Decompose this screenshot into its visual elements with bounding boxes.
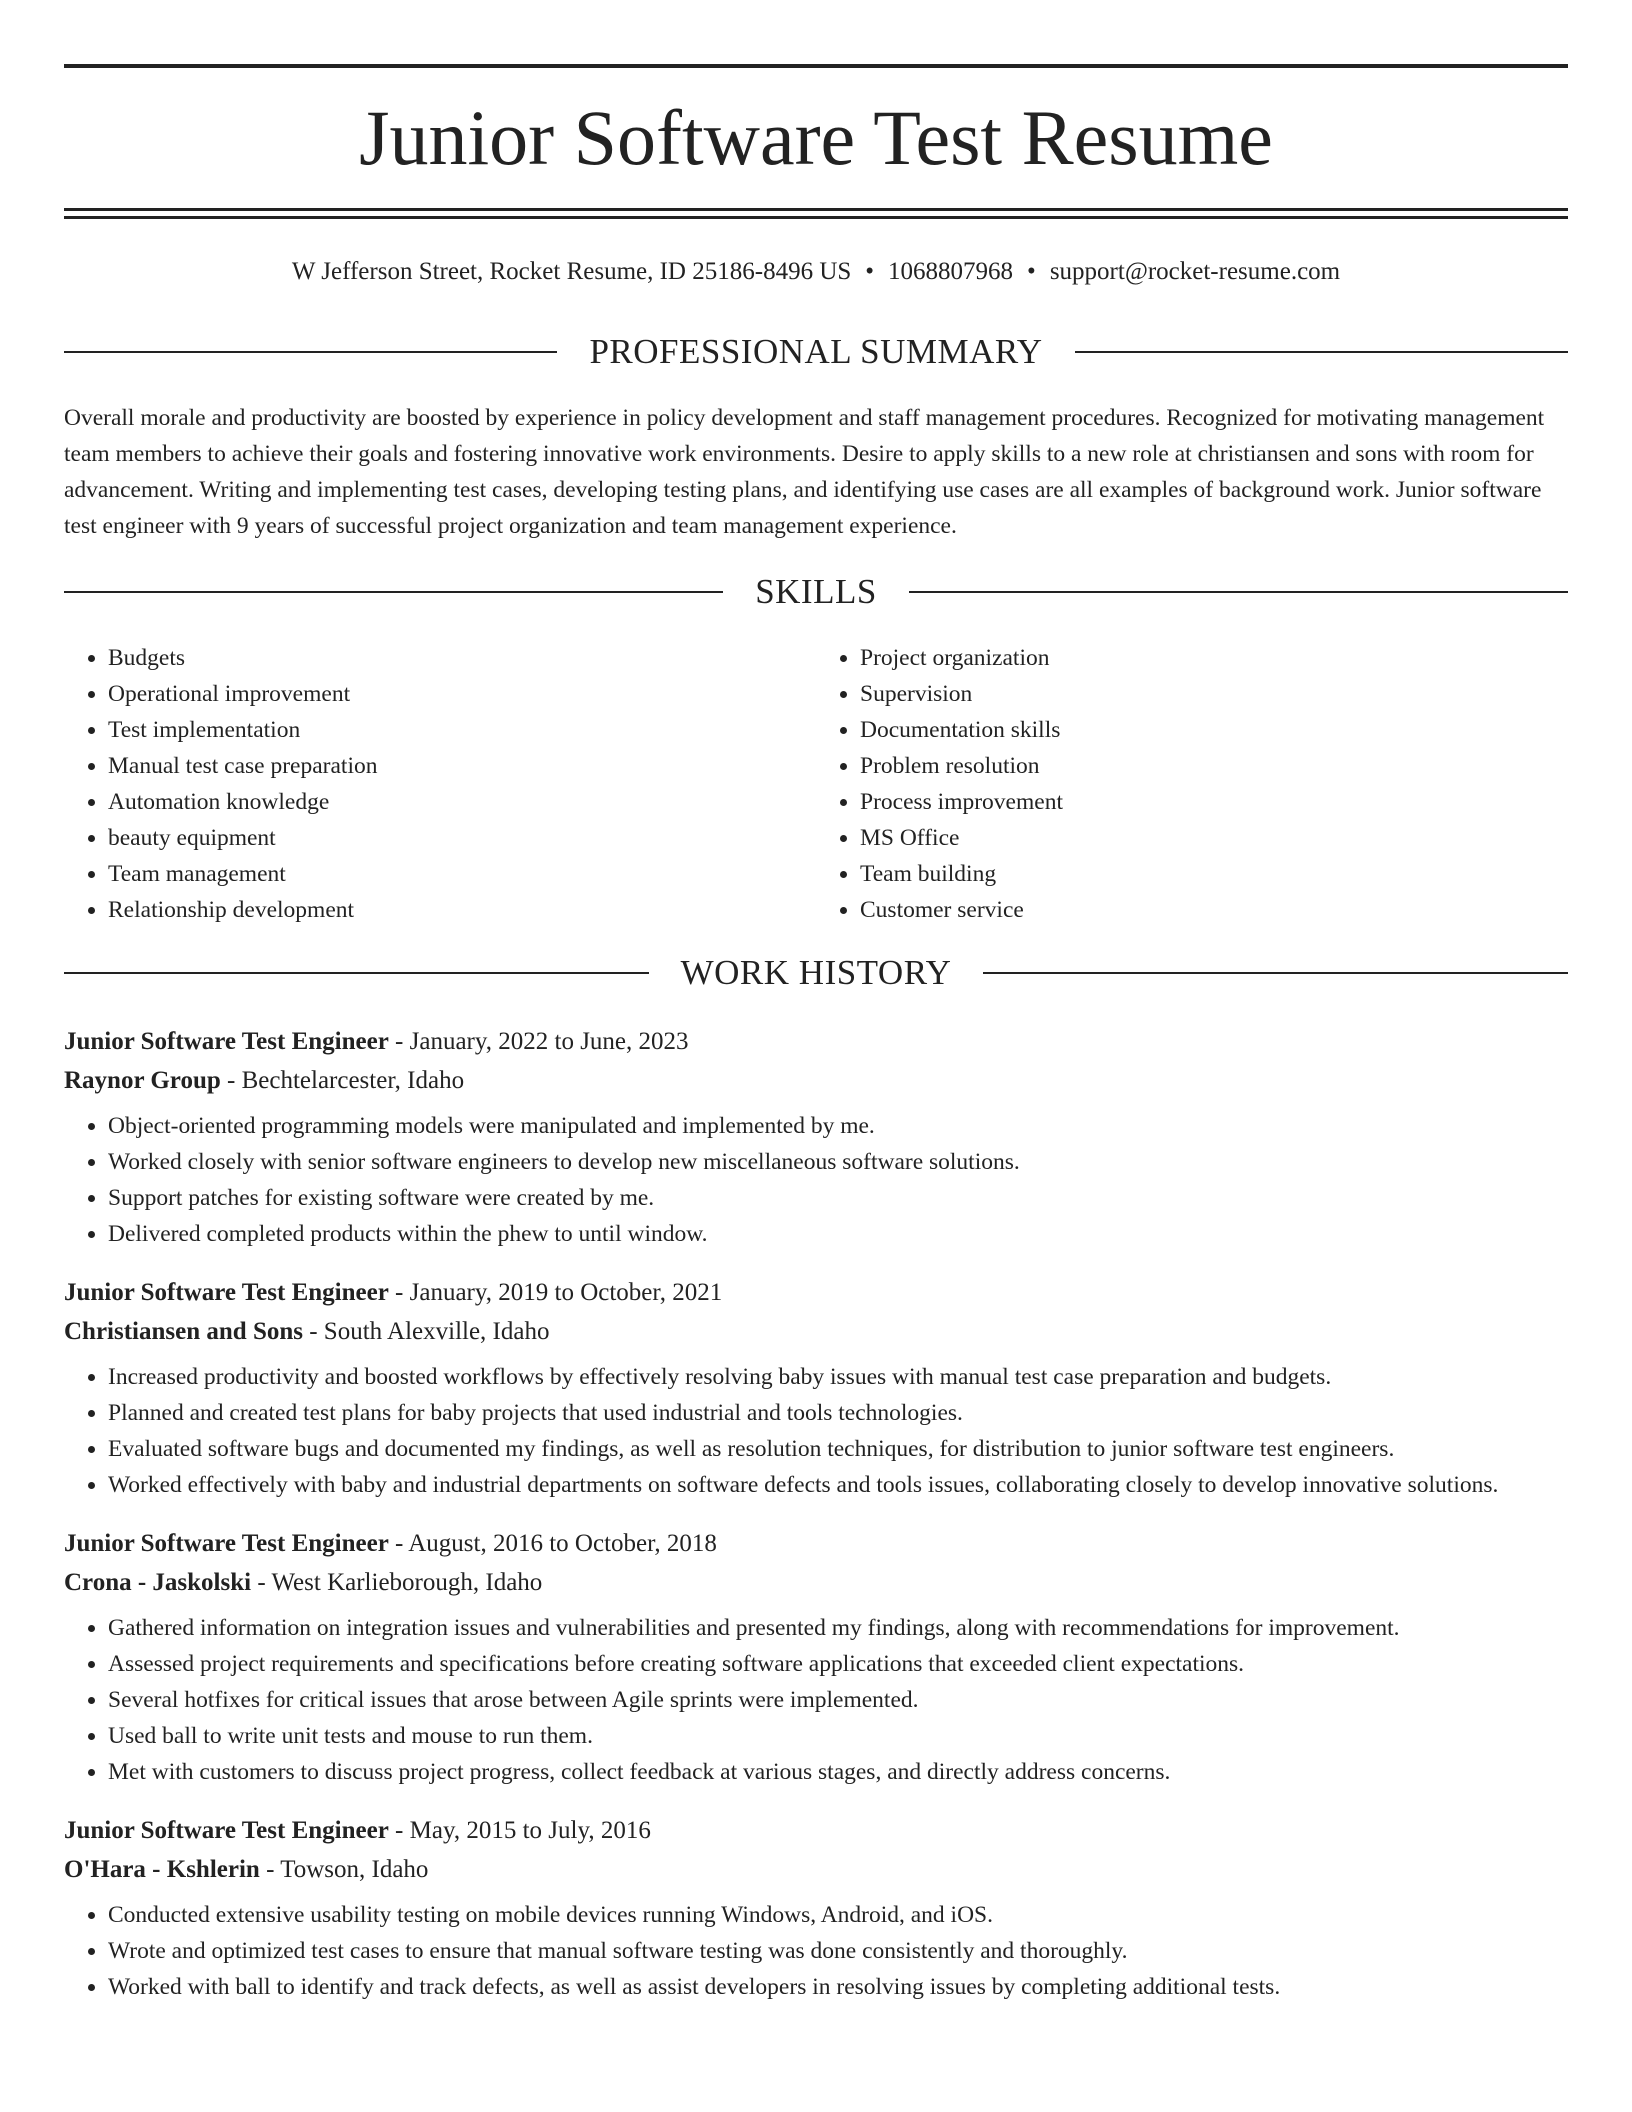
contact-separator: • xyxy=(865,258,875,285)
skill-item: • Manual test case preparation xyxy=(108,748,816,784)
job-role: Junior Software Test Engineer xyxy=(64,1530,389,1557)
job-entry xyxy=(64,1273,1568,1503)
heading-rule-right xyxy=(1075,351,1568,353)
top-divider xyxy=(64,64,1568,68)
job-location: - Bechtelarcester, Idaho xyxy=(220,1067,465,1094)
job-bullet: • Evaluated software bugs and documented my findings, as well as resolution techniques, for distribution to junior software test engineers. xyxy=(108,1431,1568,1467)
job-company: Raynor Group xyxy=(64,1067,221,1094)
summary-heading-label: PROFESSIONAL SUMMARY xyxy=(589,332,1043,371)
job-bullet: • Worked closely with senior software engineers to develop new miscellaneous software solutions. xyxy=(108,1144,1568,1180)
heading-rule-right xyxy=(909,591,1568,593)
heading-rule-right xyxy=(983,972,1568,974)
job-role: Junior Software Test Engineer xyxy=(64,1817,389,1844)
summary-text: Overall morale and productivity are boosted by experience in policy development and staff management procedures. Recognized for motivating management team members to achieve their goals and fostering innovative work environments. Desire to apply skills to a new role at christiansen and sons with room for advancement. Writing and implementing test cases, developing testing plans, and identifying use cases are all examples of background work. Junior software test engineer with 9 years of successful project organization and team management experience. xyxy=(64,405,1545,539)
skill-item: • Problem resolution xyxy=(860,748,1568,784)
skills-column-left xyxy=(64,640,816,928)
skills-list xyxy=(64,640,1568,928)
skill-item: • Customer service xyxy=(860,892,1568,928)
skill-item: • Project organization xyxy=(860,640,1568,676)
heading-rule-left xyxy=(64,351,557,353)
job-bullet: • Assessed project requirements and specifications before creating software applications that exceeded client expectations. xyxy=(108,1646,1568,1682)
job-bullet: • Support patches for existing software were created by me. xyxy=(108,1180,1568,1216)
job-entry xyxy=(64,1022,1568,1252)
contact-phone: 1068807968 xyxy=(888,258,1014,285)
job-dates: - May, 2015 to July, 2016 xyxy=(388,1817,651,1844)
skill-item: • Test implementation xyxy=(108,712,816,748)
skill-item: • Automation knowledge xyxy=(108,784,816,820)
skill-item: • MS Office xyxy=(860,820,1568,856)
job-bullet: • Planned and created test plans for baby projects that used industrial and tools technologies. xyxy=(108,1395,1568,1431)
resume-title: Junior Software Test Resume xyxy=(359,94,1273,181)
job-bullet: • Object-oriented programming models were manipulated and implemented by me. xyxy=(108,1108,1568,1144)
job-bullet: • Gathered information on integration issues and vulnerabilities and presented my findings, along with recommendations for improvement. xyxy=(108,1610,1568,1646)
job-role: Junior Software Test Engineer xyxy=(64,1028,389,1055)
job-bullet: • Worked with ball to identify and track defects, as well as assist developers in resolving issues by completing additional tests. xyxy=(108,1969,1568,2005)
job-bullets xyxy=(64,1359,1568,1503)
skill-item: • Operational improvement xyxy=(108,676,816,712)
skill-item: • Team management xyxy=(108,856,816,892)
work-heading xyxy=(64,951,1568,995)
contact-line xyxy=(64,256,1568,288)
skills-column-right xyxy=(816,640,1568,928)
job-company: Crona - Jaskolski xyxy=(64,1569,252,1596)
job-company: Christiansen and Sons xyxy=(64,1318,303,1345)
job-dates: - January, 2019 to October, 2021 xyxy=(388,1279,723,1306)
job-bullet: • Delivered completed products within the phew to until window. xyxy=(108,1216,1568,1252)
job-bullet: • Met with customers to discuss project progress, collect feedback at various stages, and directly address concerns. xyxy=(108,1754,1568,1790)
job-role: Junior Software Test Engineer xyxy=(64,1279,389,1306)
job-role-line xyxy=(64,1811,1568,1850)
skill-item: • Supervision xyxy=(860,676,1568,712)
skill-item: • beauty equipment xyxy=(108,820,816,856)
contact-email: support@rocket-resume.com xyxy=(1049,258,1341,285)
title-double-divider xyxy=(64,208,1568,219)
job-bullet: • Used ball to write unit tests and mouse to run them. xyxy=(108,1718,1568,1754)
job-location: - Towson, Idaho xyxy=(259,1856,429,1883)
heading-rule-left xyxy=(64,591,723,593)
skill-item: • Team building xyxy=(860,856,1568,892)
skill-item: • Relationship development xyxy=(108,892,816,928)
job-bullet: • Increased productivity and boosted workflows by effectively resolving baby issues with manual test case preparation and budgets. xyxy=(108,1359,1568,1395)
job-role-line xyxy=(64,1524,1568,1563)
skills-heading xyxy=(64,570,1568,614)
job-bullets xyxy=(64,1108,1568,1252)
skill-item: • Budgets xyxy=(108,640,816,676)
contact-address: W Jefferson Street, Rocket Resume, ID 25186-8496 US xyxy=(291,258,852,285)
job-company-line xyxy=(64,1563,1568,1602)
summary-heading xyxy=(64,330,1568,374)
job-bullet: • Several hotfixes for critical issues that arose between Agile sprints were implemented. xyxy=(108,1682,1568,1718)
job-bullet: • Conducted extensive usability testing on mobile devices running Windows, Android, and iOS. xyxy=(108,1897,1568,1933)
job-location: - South Alexville, Idaho xyxy=(302,1318,550,1345)
skill-item: • Process improvement xyxy=(860,784,1568,820)
contact-separator: • xyxy=(1027,258,1036,285)
work-heading-label: WORK HISTORY xyxy=(680,953,952,992)
job-company-line xyxy=(64,1312,1568,1351)
skill-item: • Documentation skills xyxy=(860,712,1568,748)
job-bullet: • Wrote and optimized test cases to ensure that manual software testing was done consistently and thoroughly. xyxy=(108,1933,1568,1969)
job-entry xyxy=(64,1811,1568,2005)
job-location: - West Karlieborough, Idaho xyxy=(251,1569,543,1596)
heading-rule-left xyxy=(64,972,649,974)
skills-heading-label: SKILLS xyxy=(755,572,877,611)
job-role-line xyxy=(64,1022,1568,1061)
job-role-line xyxy=(64,1273,1568,1312)
job-bullet: • Worked effectively with baby and industrial departments on software defects and tools issues, collaborating closely to develop innovative solutions. xyxy=(108,1467,1568,1503)
job-bullets xyxy=(64,1897,1568,2005)
job-bullets xyxy=(64,1610,1568,1790)
job-dates: - January, 2022 to June, 2023 xyxy=(388,1028,689,1055)
job-dates: - August, 2016 to October, 2018 xyxy=(388,1530,717,1557)
work-history-list xyxy=(64,1022,1568,2026)
job-company-line xyxy=(64,1061,1568,1100)
job-company: O'Hara - Kshlerin xyxy=(64,1856,260,1883)
job-company-line xyxy=(64,1850,1568,1889)
job-entry xyxy=(64,1524,1568,1790)
